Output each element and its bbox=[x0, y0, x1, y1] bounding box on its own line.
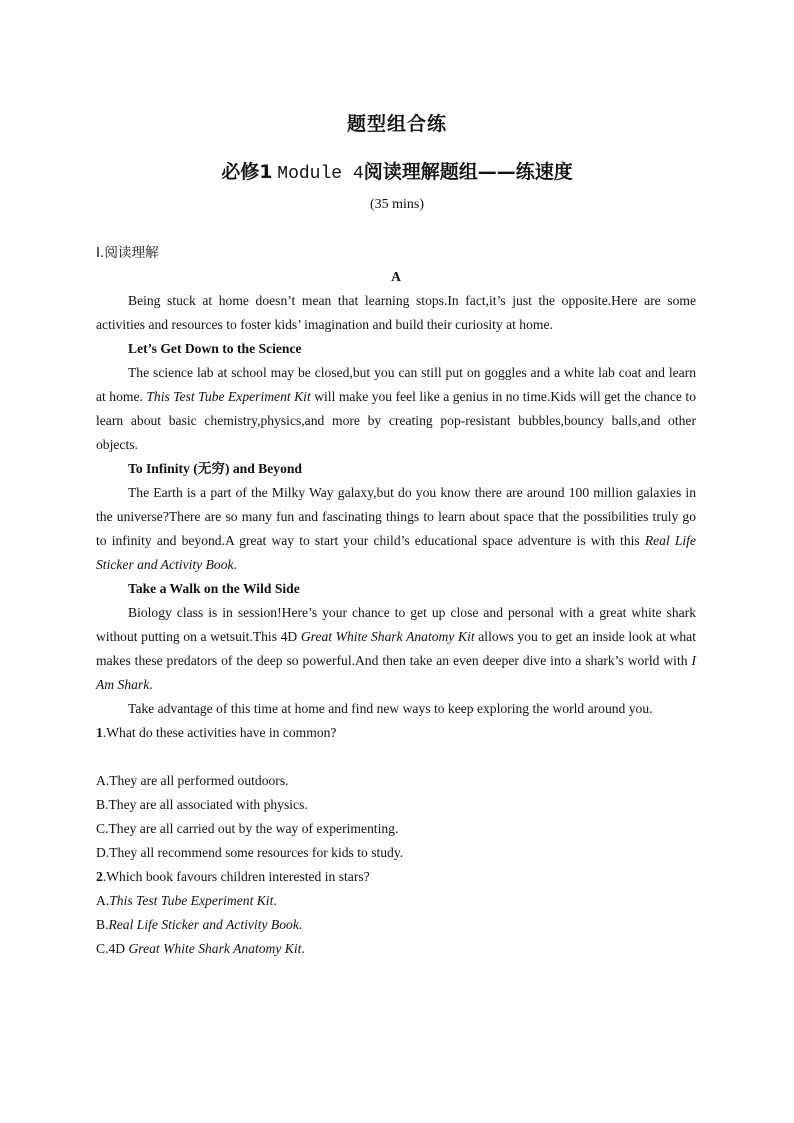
option-punct: . bbox=[301, 941, 305, 956]
option-letter: A. bbox=[96, 893, 110, 908]
passage-heading-1: Let’s Get Down to the Science bbox=[128, 341, 302, 356]
book-title: I Am Shark bbox=[96, 653, 696, 692]
book-title: Real Life Sticker and Activity Book bbox=[108, 917, 299, 932]
question-number: 2 bbox=[96, 869, 103, 884]
passage-letter: A bbox=[391, 269, 401, 284]
spacer bbox=[96, 745, 696, 769]
option-letter: C.4D bbox=[96, 941, 129, 956]
option-1b: B.They are all associated with physics. bbox=[96, 797, 308, 812]
option-punct: . bbox=[298, 917, 303, 932]
option-punct: . bbox=[273, 893, 277, 908]
paragraph-text: The science lab at school may be closed,but you can still put on goggles and a white lab coat and learn at home. bbox=[96, 365, 696, 404]
question-text: .Which book favours children interested in stars? bbox=[102, 869, 370, 884]
passage-heading-3: Take a Walk on the Wild Side bbox=[128, 581, 300, 596]
paragraph-text: The Earth is a part of the Milky Way galaxy,but do you know there are around 100 million galaxies in the universe?There are so many fun and fascinating things to learn about space that the possibilities truly go to infinity and beyond.A great way to start your child’s educational space adventure is with this bbox=[96, 485, 696, 548]
paragraph-text: . bbox=[149, 677, 153, 692]
paragraph-text: allows you to get an inside look at what makes these predators of the deep so powerful.And then take an even deeper dive into a shark’s world with bbox=[96, 629, 696, 668]
subtitle-suffix: 阅读理解题组——练速度 bbox=[363, 161, 573, 183]
option-2b bbox=[96, 913, 696, 937]
passage-paragraph-3 bbox=[96, 601, 696, 697]
passage-paragraph-1 bbox=[96, 361, 696, 457]
book-title: Great White Shark Anatomy Kit bbox=[128, 941, 302, 956]
option-2a bbox=[96, 889, 696, 913]
question-2 bbox=[96, 865, 696, 889]
book-title: Great White Shark Anatomy Kit bbox=[300, 629, 475, 644]
passage-intro: Being stuck at home doesn’t mean that learning stops.In fact,it’s just the opposite.Here are some activities and resources to foster kids’ imagination and build their curiosity at home. bbox=[96, 293, 696, 332]
option-1c: C.They are all carried out by the way of experimenting. bbox=[96, 821, 399, 836]
option-2c bbox=[96, 937, 696, 961]
question-1 bbox=[96, 721, 696, 745]
section-heading: Ⅰ.阅读理解 bbox=[96, 245, 159, 261]
paragraph-text: Biology class is in session!Here’s your chance to get up close and personal with a great white shark without putting on a wetsuit.This 4D bbox=[96, 605, 696, 644]
paragraph-text: will make you feel like a genius in no time.Kids will get the chance to learn about basic chemistry,physics,and more by creating pop-resistant bubbles,bouncy balls,and other objects. bbox=[96, 389, 696, 452]
question-number: 1 bbox=[96, 725, 103, 740]
subtitle-module: Module 4 bbox=[277, 164, 364, 184]
paragraph-text: . bbox=[233, 557, 237, 572]
page-subtitle bbox=[0, 157, 794, 184]
option-1d: D.They all recommend some resources for kids to study. bbox=[96, 845, 404, 860]
document-body bbox=[96, 241, 696, 961]
page-title: 题型组合练 bbox=[346, 113, 447, 135]
option-letter: B. bbox=[96, 917, 109, 932]
book-title: This Test Tube Experiment Kit bbox=[146, 389, 311, 404]
book-title: This Test Tube Experiment Kit bbox=[109, 893, 274, 908]
question-text: .What do these activities have in common? bbox=[102, 725, 337, 740]
time-limit: (35 mins) bbox=[369, 197, 425, 212]
option-1a: A.They are all performed outdoors. bbox=[96, 773, 289, 788]
passage-paragraph-2 bbox=[96, 481, 696, 577]
passage-heading-2: To Infinity (无穷) and Beyond bbox=[128, 461, 302, 476]
passage-closing: Take advantage of this time at home and find new ways to keep exploring the world around you. bbox=[128, 701, 653, 716]
book-title: Real Life Sticker and Activity Book bbox=[96, 533, 696, 572]
subtitle-prefix: 必修1 bbox=[221, 161, 273, 183]
